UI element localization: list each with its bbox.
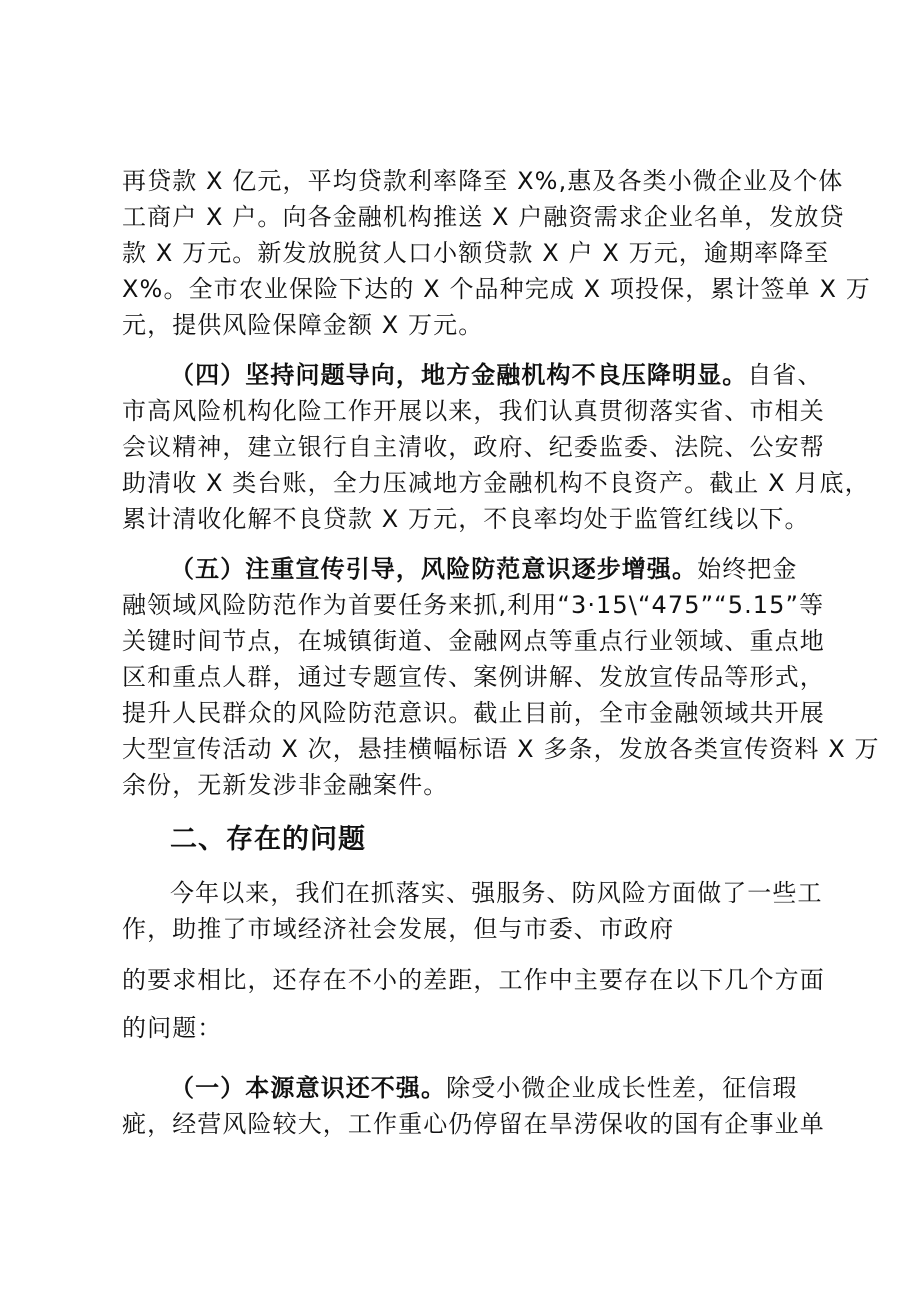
text-run: 自省、 [747,361,823,389]
text-line: 再贷款 X 亿元，平均贷款利率降至 X%,惠及各类小微企业及个体 [122,167,844,195]
text-line: 大型宣传活动 X 次，悬挂横幅标语 X 多条，发放各类宣传资料 X 万 [122,735,880,763]
text-line: 提升人民群众的风险防范意识。截止目前，全市金融领域共开展 [122,699,825,727]
text-line: 融领域风险防范作为首要任务来抓,利用“3·15\“475”“5.15”等 [122,591,825,619]
text-line: 元，提供风险保障金额 X 万元。 [122,311,484,339]
text-line: 款 X 万元。新发放脱贫人口小额贷款 X 户 X 万元，逾期率降至 [122,239,830,267]
text-line: 疵，经营风险较大，工作重心仍停留在旱涝保收的国有企事业单 [122,1110,825,1138]
text-line: 累计清收化解不良贷款 X 万元，不良率均处于监管红线以下。 [122,505,810,533]
text-line: 助清收 X 类台账，全力压减地方金融机构不良资产。截止 X 月底， [122,469,870,497]
text-line: 市高风险机构化险工作开展以来，我们认真贯彻落实省、市相关 [122,397,825,425]
text-line: 的要求相比，还存在不小的差距，工作中主要存在以下几个方面 [122,966,825,994]
text-line: 作，助推了市域经济社会发展，但与市委、市政府 [122,915,675,943]
text-line: X%。全市农业保险下达的 X 个品种完成 X 项投保，累计签单 X 万 [122,275,871,303]
text-run: 除受小微企业成长性差，征信瑕 [446,1074,798,1102]
text-line [170,551,798,587]
text-run: 始终把金 [697,555,798,583]
text-line: 区和重点人群，通过专题宣传、案例讲解、发放宣传品等形式， [122,663,825,691]
text-line: 工商户 X 户。向各金融机构推送 X 户融资需求企业名单，发放贷 [122,203,845,231]
text-line: 关键时间节点，在城镇街道、金融网点等重点行业领域、重点地 [122,627,825,655]
text-line: 今年以来，我们在抓落实、强服务、防风险方面做了一些工 [170,879,823,907]
text-line: 会议精神，建立银行自主清收，政府、纪委监委、法院、公安帮 [122,433,825,461]
text-line [170,1070,798,1106]
subsection-heading: （五）注重宣传引导，风险防范意识逐步增强。 [170,555,698,583]
subsection-heading: （一）本源意识还不强。 [170,1074,447,1102]
text-line: 的问题： [122,1014,223,1042]
section-heading: 二、存在的问题 [170,824,366,855]
subsection-heading: （四）坚持问题导向，地方金融机构不良压降明显。 [170,361,748,389]
text-line: 余份，无新发涉非金融案件。 [122,771,449,799]
text-line [170,357,823,393]
